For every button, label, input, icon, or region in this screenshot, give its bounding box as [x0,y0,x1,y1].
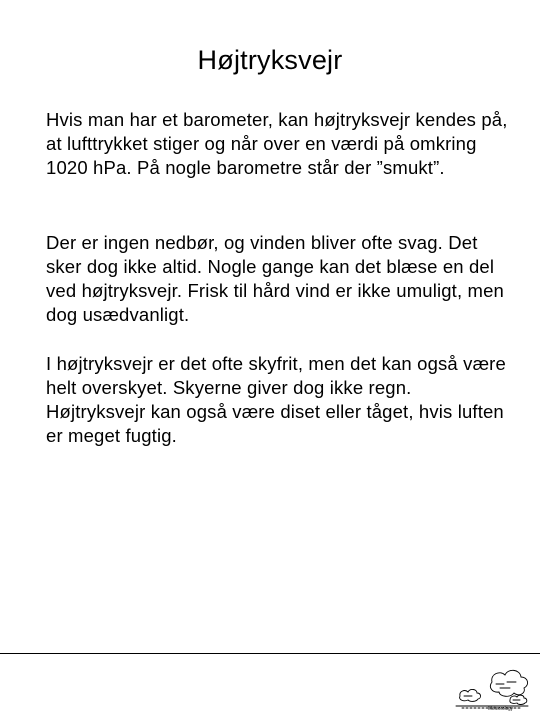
paragraph-barometer: Hvis man har et barometer, kan højtryksvejr kendes på, at lufttrykket stiger og når over en værdi på omkring 1020 hPa. På nogle barometre står der ”smukt”. [46,109,508,178]
slide-title: Højtryksvejr [197,45,343,75]
paragraph-wind: Der er ingen nedbør, og vinden bliver ofte svag. Det sker dog ikke altid. Nogle gange kan det blæse en del ved højtryksvejr. Frisk til hård vind er ikke umuligt, men dog usædvanligt. [46,232,504,325]
logo-caption: Meteorology [488,706,513,712]
paragraph-clouds: I højtryksvejr er det ofte skyfrit, men det kan også være helt overskyet. Skyerne giver dog ikke regn. Højtryksvejr kan også være diset eller tåget, hvis luften er meget fugtig. [46,353,506,446]
footer-divider [0,653,540,654]
